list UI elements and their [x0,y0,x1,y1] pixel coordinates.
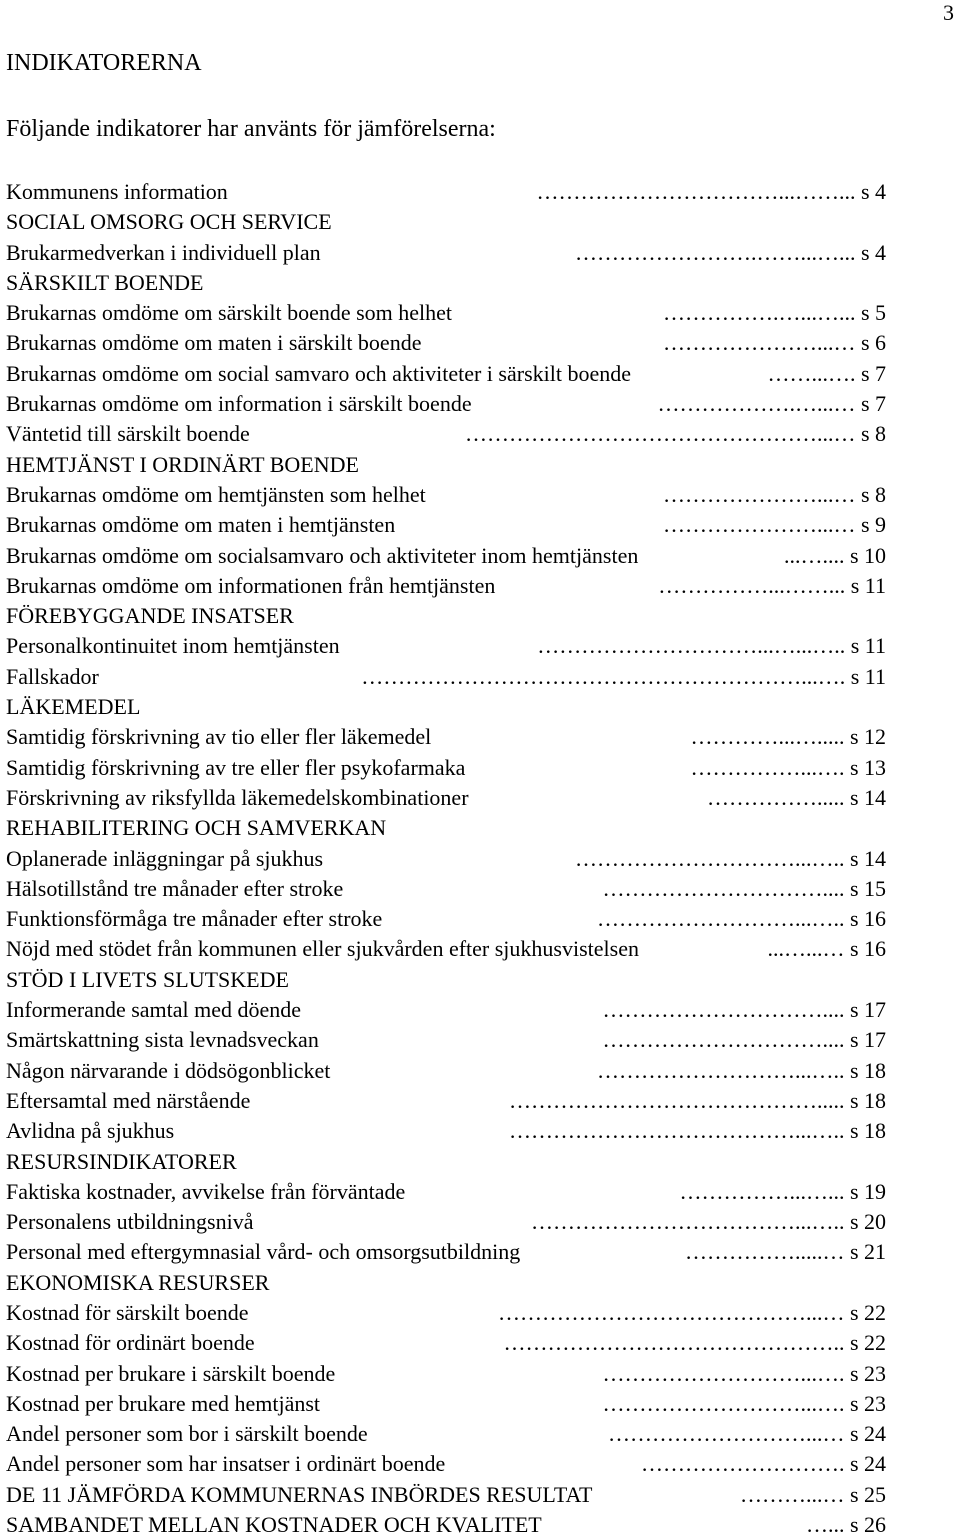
toc-entry [6,328,886,358]
toc-entry-text: Smärtskattning sista levnadsveckan [6,1027,319,1053]
toc-entry-leader-and-page: ………………………...…. s 23 [602,1390,886,1416]
toc-entry-text: EKONOMISKA RESURSER [6,1269,270,1295]
toc-entry-leader-and-page: ……………….…...… s 7 [657,391,886,417]
toc-entry [6,783,886,813]
toc-entry [6,631,886,661]
toc-entry-text: HEMTJÄNST I ORDINÄRT BOENDE [6,451,359,477]
toc-entry [6,541,886,571]
toc-entry-leader-and-page: ………………………...… s 24 [607,1421,886,1447]
toc-entry [6,874,886,904]
toc-entry-leader-and-page: ……………………………...……... s 4 [536,179,886,204]
toc-entry [6,1328,886,1358]
toc-entry-text: Brukarnas omdöme om hemtjänsten som helhet [6,481,426,507]
page-number: 3 [943,0,954,25]
toc-entry-text: Kostnad per brukare med hemtjänst [6,1390,321,1416]
toc-entry-text: Andel personer som bor i särskilt boende [6,1421,368,1447]
toc-entry [6,722,886,752]
toc-entry-leader-and-page: …………...…..... s 12 [690,724,886,750]
toc-entry [6,1419,886,1449]
toc-entry-leader-and-page: ………………………….... s 15 [602,875,886,901]
toc-entry-text: SÄRSKILT BOENDE [6,269,204,295]
toc-entry-leader-and-page: …………………………………...….. s 18 [508,1118,886,1144]
toc-entry-text: RESURSINDIKATORER [6,1148,237,1174]
toc-entry-text: Andel personer som har insatser i ordinärt boende [6,1451,446,1477]
toc-entry-leader-and-page: …………………………...….. s 14 [574,845,886,871]
toc-entry-text: Brukarnas omdöme om information i särskilt boende [6,391,472,417]
toc-entry-leader-and-page: …………………………………………...… s 8 [464,421,886,447]
toc-entry-text: Fallskador [6,663,99,689]
toc-entry [6,662,886,692]
toc-entry [6,965,886,995]
toc-entry-text: Förskrivning av riksfyllda läkemedelskombinationer [6,784,469,810]
toc-entry-text: SOCIAL OMSORG OCH SERVICE [6,209,332,235]
toc-entry-leader-and-page: ……………...…... s 19 [679,1178,886,1204]
toc-entry-leader-and-page: ………………………….... s 17 [602,997,886,1023]
toc-entry-text: Kostnad för ordinärt boende [6,1330,255,1356]
toc-entry [6,1177,886,1207]
toc-entry-text: Väntetid till särskilt boende [6,421,250,447]
toc-entry [6,753,886,783]
toc-entry [6,298,886,328]
toc-entry-leader-and-page: ………………………...….. s 16 [596,906,886,932]
toc-entry [6,1389,886,1419]
toc-entry [6,510,886,540]
toc-entry-text: Informerande samtal med döende [6,997,302,1023]
toc-entry-text: Funktionsförmåga tre månader efter stroke [6,906,383,932]
toc-entry-leader-and-page: ……...…. s 7 [767,360,886,386]
toc-entry-text: Oplanerade inläggningar på sjukhus [6,845,324,871]
toc-entry-text: Samtidig förskrivning av tio eller fler läkemedel [6,724,432,750]
toc-entry [6,389,886,419]
toc-entry [6,1056,886,1086]
toc-entry-text: LÄKEMEDEL [6,694,141,720]
toc-entry-leader-and-page: ……………..... s 14 [706,784,886,810]
toc-entry-text: FÖREBYGGANDE INSATSER [6,603,294,629]
toc-entry-text: Brukarnas omdöme om social samvaro och aktiviteter i särskilt boende [6,360,632,386]
toc-entry-leader-and-page: ...…...… s 16 [767,936,886,962]
toc-entry-text: Brukarnas omdöme om socialsamvaro och aktiviteter inom hemtjänsten [6,542,639,568]
toc-entry [6,1116,886,1146]
toc-entry [6,844,886,874]
toc-entry-text: Personalkontinuitet inom hemtjänsten [6,633,340,659]
toc-entry-text: DE 11 JÄMFÖRDA KOMMUNERNAS INBÖRDES RESULTAT [6,1481,593,1507]
toc-entry [6,1298,886,1328]
toc-entry-leader-and-page: ………………………...…. s 23 [602,1360,886,1386]
toc-entry-leader-and-page: …... s 26 [805,1512,886,1538]
toc-entry [6,934,886,964]
toc-entry [6,571,886,601]
toc-entry-leader-and-page: ……………...…. s 13 [690,754,886,780]
toc-entry [6,813,886,843]
toc-entry-text: Personal med eftergymnasial vård- och omsorgsutbildning [6,1239,521,1265]
toc-entry [6,207,886,237]
toc-entry [6,1449,886,1479]
toc-entry-leader-and-page: ……………………………………………………...…. s 11 [361,663,886,689]
toc-entry-text: Eftersamtal med närstående [6,1087,251,1113]
toc-entry-leader-and-page: ………………………...….. s 18 [596,1057,886,1083]
toc-entry-leader-and-page: ………………………………...….. s 20 [530,1209,886,1235]
toc-entry [6,450,886,480]
toc-entry-text: Personalens utbildningsnivå [6,1209,254,1235]
toc-entry-text: SAMBANDET MELLAN KOSTNADER OCH KVALITET [6,1512,542,1538]
toc-entry [6,1207,886,1237]
toc-entry-leader-and-page: ……………………………………..... s 18 [508,1087,886,1113]
toc-entry-text: REHABILITERING OCH SAMVERKAN [6,815,387,841]
toc-entry [6,1147,886,1177]
toc-entry [6,904,886,934]
toc-entry [6,419,886,449]
toc-entry [6,1268,886,1298]
toc-entry [6,480,886,510]
toc-entry-leader-and-page: ……………...……... s 11 [658,572,886,598]
toc-entry-text: Någon närvarande i dödsögonblicket [6,1057,331,1083]
toc-entry [6,1480,886,1510]
toc-entry [6,238,886,268]
toc-entry-text: Brukarnas omdöme om informationen från hemtjänsten [6,572,496,598]
indicator-list [6,177,886,1540]
toc-entry [6,1510,886,1540]
toc-entry [6,1086,886,1116]
toc-entry-text: Nöjd med stödet från kommunen eller sjukvården efter sjukhusvistelsen [6,936,639,962]
toc-entry-text: Brukarnas omdöme om maten i hemtjänsten [6,512,396,538]
toc-entry-leader-and-page: …………………….……...…... s 4 [574,239,886,265]
toc-entry [6,1359,886,1389]
toc-entry-leader-and-page: …………………...… s 6 [662,330,886,356]
page-title: INDIKATORERNA [6,50,202,76]
toc-entry-text: Kostnad för särskilt boende [6,1299,249,1325]
toc-entry-text: Brukarnas omdöme om särskilt boende som helhet [6,300,453,326]
toc-entry [6,268,886,298]
toc-entry-text: Kommunens information [6,179,228,204]
intro-text: Följande indikatorer har använts för jämförelserna: [6,116,496,142]
toc-entry-leader-and-page: …………………...… s 9 [662,512,886,538]
toc-entry-text: Faktiska kostnader, avvikelse från förväntade [6,1178,406,1204]
toc-entry [6,995,886,1025]
toc-entry-text: Hälsotillstånd tre månader efter stroke [6,875,344,901]
toc-entry-leader-and-page: ………...… s 25 [739,1481,886,1507]
toc-entry [6,692,886,722]
toc-entry-leader-and-page: ……………………………………...… s 22 [497,1299,886,1325]
toc-entry-text: Kostnad per brukare i särskilt boende [6,1360,336,1386]
toc-entry-leader-and-page: …………….…...…... s 5 [662,300,886,326]
toc-entry [6,601,886,631]
toc-entry-leader-and-page: ………………………. s 24 [640,1451,886,1477]
toc-entry-leader-and-page: …………….....… s 21 [684,1239,886,1265]
toc-entry [6,1237,886,1267]
toc-entry-leader-and-page: …………………………...…...….. s 11 [537,633,886,659]
toc-entry [6,1025,886,1055]
toc-entry-leader-and-page: ...….... s 10 [783,542,886,568]
toc-entry-text: Avlidna på sjukhus [6,1118,175,1144]
toc-entry-leader-and-page: ……………………………………….. s 22 [503,1330,886,1356]
toc-entry [6,177,886,207]
toc-entry-text: Brukarmedverkan i individuell plan [6,239,321,265]
toc-entry-text: Brukarnas omdöme om maten i särskilt boende [6,330,422,356]
toc-entry-leader-and-page: …………………...… s 8 [662,481,886,507]
toc-entry-text: Samtidig förskrivning av tre eller fler psykofarmaka [6,754,466,780]
toc-entry-text: STÖD I LIVETS SLUTSKEDE [6,966,289,992]
toc-entry-leader-and-page: ………………………….... s 17 [602,1027,886,1053]
toc-entry [6,359,886,389]
